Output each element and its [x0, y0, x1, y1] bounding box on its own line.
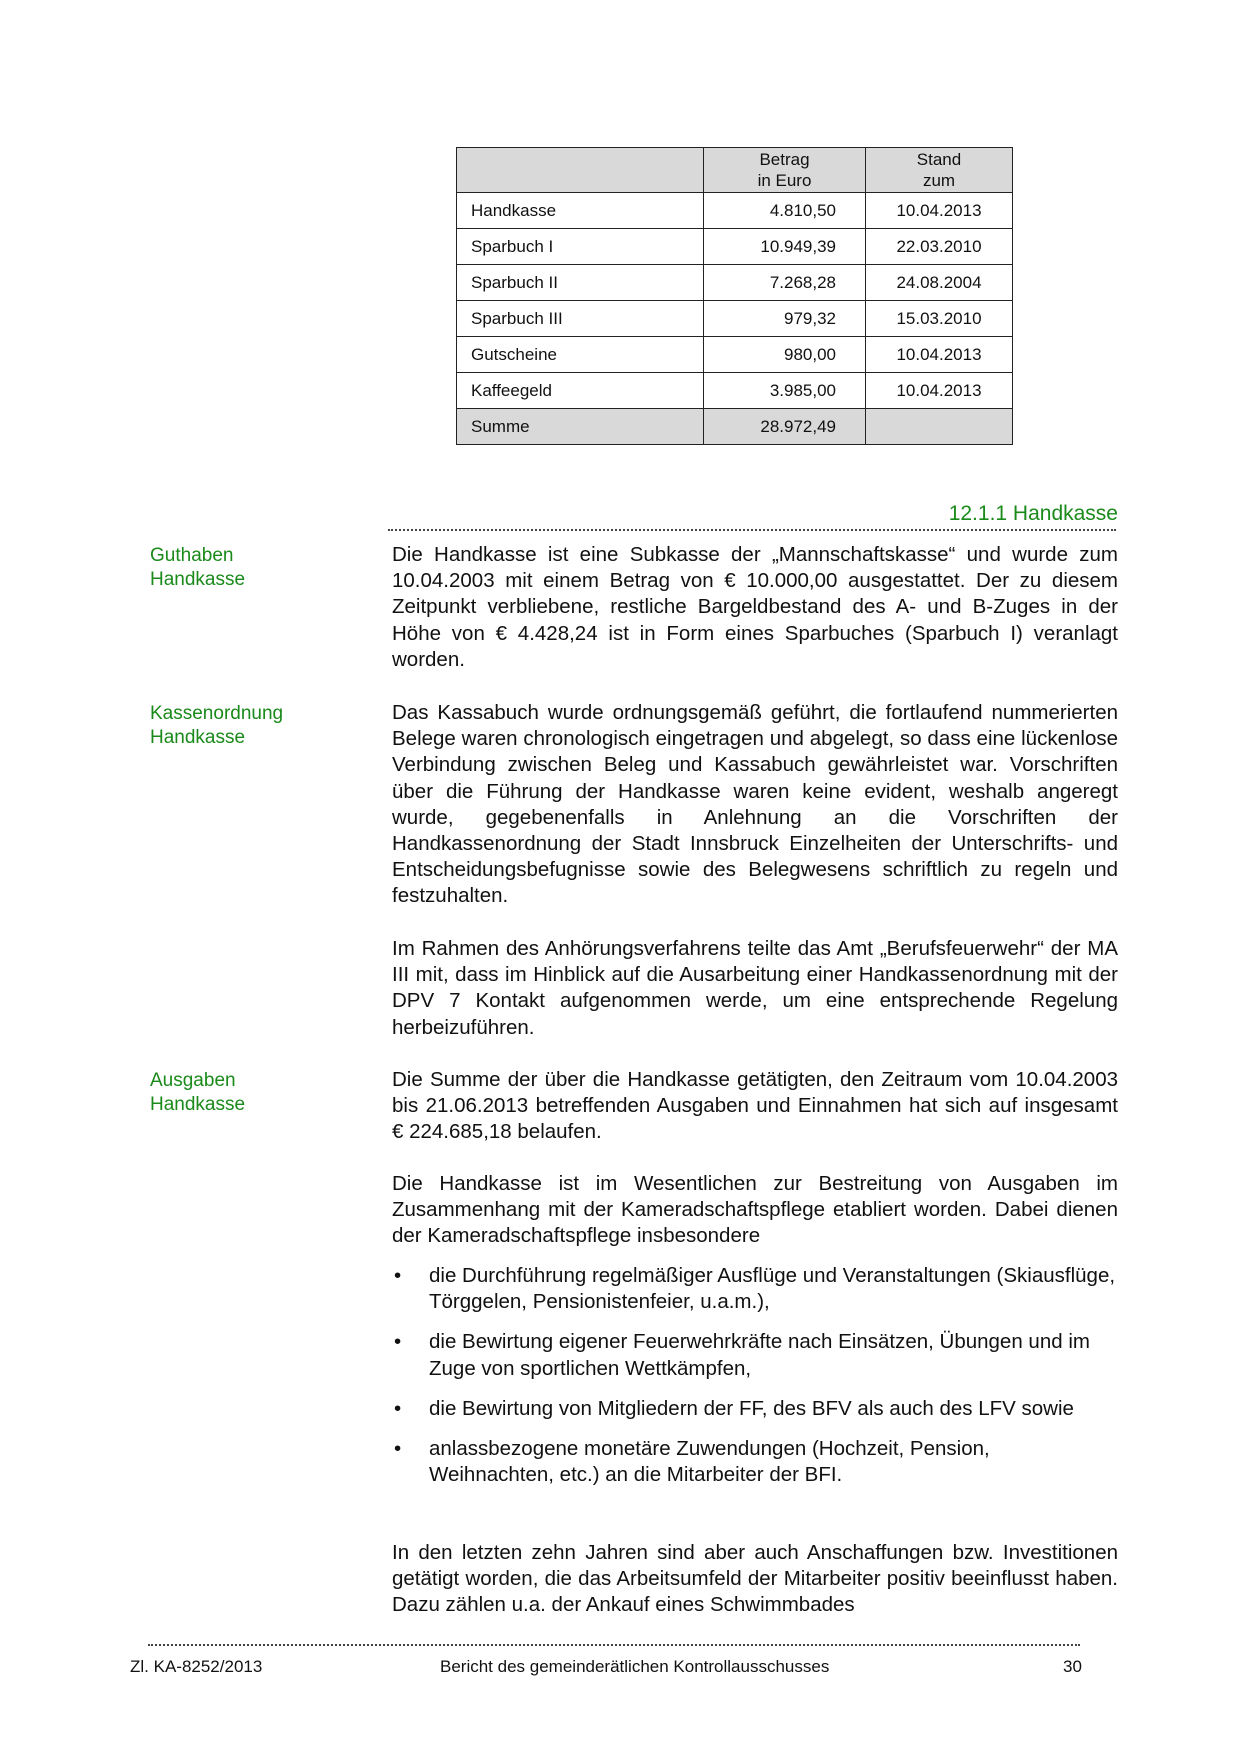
table-row	[457, 373, 1013, 409]
list-item: • die Bewirtung von Mitgliedern der FF, des BFV als auch des LFV sowie	[392, 1396, 1118, 1422]
row-label: Gutscheine	[457, 337, 704, 373]
paragraph: Die Handkasse ist eine Subkasse der „Mannschaftskasse“ und wurde zum 10.04.2003 mit einem Betrag von € 10.000,00 ausgestattet. Der zu diesem Zeitpunkt verbliebene, restliche Bargeldbestand des A- und B-Zuges in der Höhe von € 4.428,24 ist in Form eines Sparbuches (Sparbuch I) veranlagt worden.	[392, 543, 1118, 671]
margin-note-ausgaben: Ausgaben Handkasse	[150, 1070, 246, 1115]
table-row	[457, 301, 1013, 337]
row-date: 10.04.2013	[866, 337, 1013, 373]
funds-table-container	[456, 147, 1013, 445]
list-item: • die Durchführung regelmäßiger Ausflüge und Veranstaltungen (Skiausflüge, Törggelen, Pensionistenfeier, u.a.m.),	[394, 1264, 1116, 1314]
row-amount: 4.810,50	[704, 193, 866, 229]
table-header-label	[457, 148, 704, 193]
paragraph: Das Kassabuch wurde ordnungsgemäß geführt, die fortlaufend nummerierten Belege waren chronologisch eingetragen und abgelegt, so dass eine lückenlose Verbindung zwischen Beleg und Kassabuch gewährleistet war. Vorschriften über die Führung der Handkasse waren keine evident, weshalb angeregt wurde, gegebenenfalls in Anlehnung an die Vorschriften der Handkassenordnung der Stadt Innsbruck Einzelheiten der Unterschrifts- und Entscheidungsbefugnisse sowie des Belegwesens schriftlich zu regeln und festzuhalten.	[392, 701, 1118, 908]
paragraph: Die Summe der über die Handkasse getätigten, den Zeitraum vom 10.04.2003 bis 21.06.2013 betreffenden Ausgaben und Einnahmen hat sich auf insgesamt € 224.685,18 belaufen.	[392, 1068, 1118, 1144]
row-amount: 979,32	[704, 301, 866, 337]
row-label: Sparbuch III	[457, 301, 704, 337]
total-amount: 28.972,49	[704, 409, 866, 445]
bullet-icon: •	[394, 1396, 402, 1420]
funds-table	[456, 147, 1013, 445]
footer-title: Bericht des gemeinderätlichen Kontrollausschusses	[440, 1657, 830, 1676]
row-date: 10.04.2013	[866, 193, 1013, 229]
row-amount: 10.949,39	[704, 229, 866, 265]
total-date	[866, 409, 1013, 445]
section-divider	[388, 529, 1116, 531]
row-amount: 7.268,28	[704, 265, 866, 301]
paragraph: Im Rahmen des Anhörungsverfahrens teilte das Amt „Berufsfeuerwehr“ der MA III mit, dass im Hinblick auf die Ausarbeitung einer Handkassenordnung mit der DPV 7 Kontakt aufgenommen werde, um eine entsprechende Regelung herbeizuführen.	[392, 937, 1118, 1039]
row-amount: 3.985,00	[704, 373, 866, 409]
row-amount: 980,00	[704, 337, 866, 373]
section-heading: 12.1.1 Handkasse	[948, 502, 1118, 525]
bullet-list	[392, 1263, 1118, 1502]
table-header-row	[457, 148, 1013, 193]
table-row	[457, 337, 1013, 373]
row-date: 10.04.2013	[866, 373, 1013, 409]
list-item: • die Bewirtung eigener Feuerwehrkräfte nach Einsätzen, Übungen und im Zuge von sportlichen Wettkämpfen,	[394, 1330, 1090, 1380]
paragraph: In den letzten zehn Jahren sind aber auch Anschaffungen bzw. Investitionen getätigt worden, die das Arbeitsumfeld der Mitarbeiter positiv beeinflusst haben. Dazu zählen u.a. der Ankauf eines Schwimmbades	[392, 1541, 1118, 1617]
footer-reference: Zl. KA-8252/2013	[130, 1657, 263, 1676]
table-row	[457, 265, 1013, 301]
footer-divider	[148, 1644, 1080, 1646]
row-label: Handkasse	[457, 193, 704, 229]
bullet-icon: •	[394, 1437, 402, 1461]
table-row	[457, 193, 1013, 229]
table-row	[457, 229, 1013, 265]
row-label: Kaffeegeld	[457, 373, 704, 409]
bullet-icon: •	[394, 1330, 402, 1354]
list-item: • anlassbezogene monetäre Zuwendungen (Hochzeit, Pension, Weihnachten, etc.) an die Mitarbeiter der BFI.	[394, 1437, 990, 1487]
table-header-amount: Betrag in Euro	[704, 148, 866, 193]
row-label: Sparbuch II	[457, 265, 704, 301]
page-number: 30	[1063, 1657, 1082, 1676]
bullet-icon: •	[394, 1264, 402, 1287]
total-label: Summe	[457, 409, 704, 445]
row-date: 22.03.2010	[866, 229, 1013, 265]
margin-note-guthaben: Guthaben Handkasse	[150, 545, 246, 590]
paragraph: Die Handkasse ist im Wesentlichen zur Bestreitung von Ausgaben im Zusammenhang mit der Kameradschaftspflege etabliert worden. Dabei dienen der Kameradschaftspflege insbesondere	[392, 1172, 1118, 1248]
row-date: 24.08.2004	[866, 265, 1013, 301]
row-label: Sparbuch I	[457, 229, 704, 265]
margin-note-kassenordnung: Kassenordnung Handkasse	[150, 703, 284, 748]
table-total-row	[457, 409, 1013, 445]
row-date: 15.03.2010	[866, 301, 1013, 337]
table-header-date: Stand zum	[866, 148, 1013, 193]
